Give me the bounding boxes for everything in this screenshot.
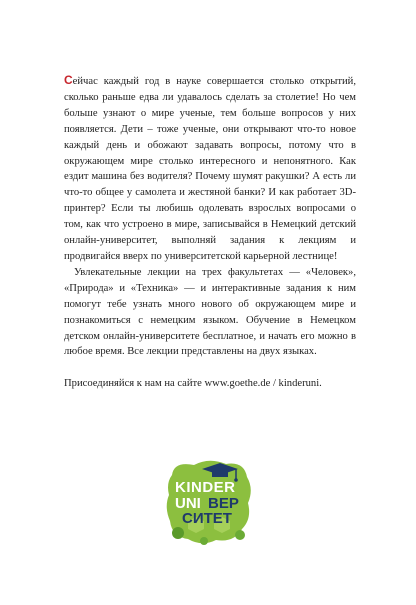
kinderuni-logo-graphic <box>164 455 254 548</box>
logo-line-ver: ВЕР <box>208 495 239 512</box>
kinderuni-logo <box>164 455 254 548</box>
logo-line-sitet: СИТЕТ <box>182 510 232 527</box>
paragraph-intro <box>64 73 356 265</box>
paragraph-website: Присоединяйся к нам на сайте www.goethe.de / kinderuni. <box>64 378 322 390</box>
dropcap-letter: С <box>64 73 73 87</box>
logo-dot <box>200 537 208 545</box>
paragraph-faculties: Увлекательные лекции на трех факультетах — «Человек», «Природа» и «Техника» — и интерактивные задания к ним помогут тебе узнать много нового об окружающем мире и познакомиться с немецким языком. Обучение в Немецком детском онлайн-университете бесплатное, и начать его можно в любое время. Все лекции представлены на двух языках. <box>64 266 356 358</box>
paragraph-intro-text: ейчас каждый год в науке совершается столько открытий, сколько раньше едва ли удавалось сделать за столетие! Но чем больше узнают о мире ученые, тем больше вопросов у них появляется. Дети – тоже ученые, они открывают что-то новое каждый день и обожают задавать вопросы, потому что в окружающем мире столько интересного и непонятного. Как ездит машина без водителя? Почему шумят ракушки? А есть ли что-то общее у самолета и жестяной банки? И как работает 3D-принтер? Если ты любишь одолевать взрослых вопросами о том, как что устроено в мире, записывайся в Немецкий детский онлайн-университет, выполняй задания к лекциям и продвигайся вверх по университетской карьерной лестнице! <box>64 76 356 262</box>
body-text <box>64 73 356 392</box>
logo-line-uni: UNI <box>175 495 201 512</box>
logo-dot <box>235 530 245 540</box>
logo-line-kinder: KINDER <box>175 479 236 496</box>
logo-dot <box>172 527 184 539</box>
